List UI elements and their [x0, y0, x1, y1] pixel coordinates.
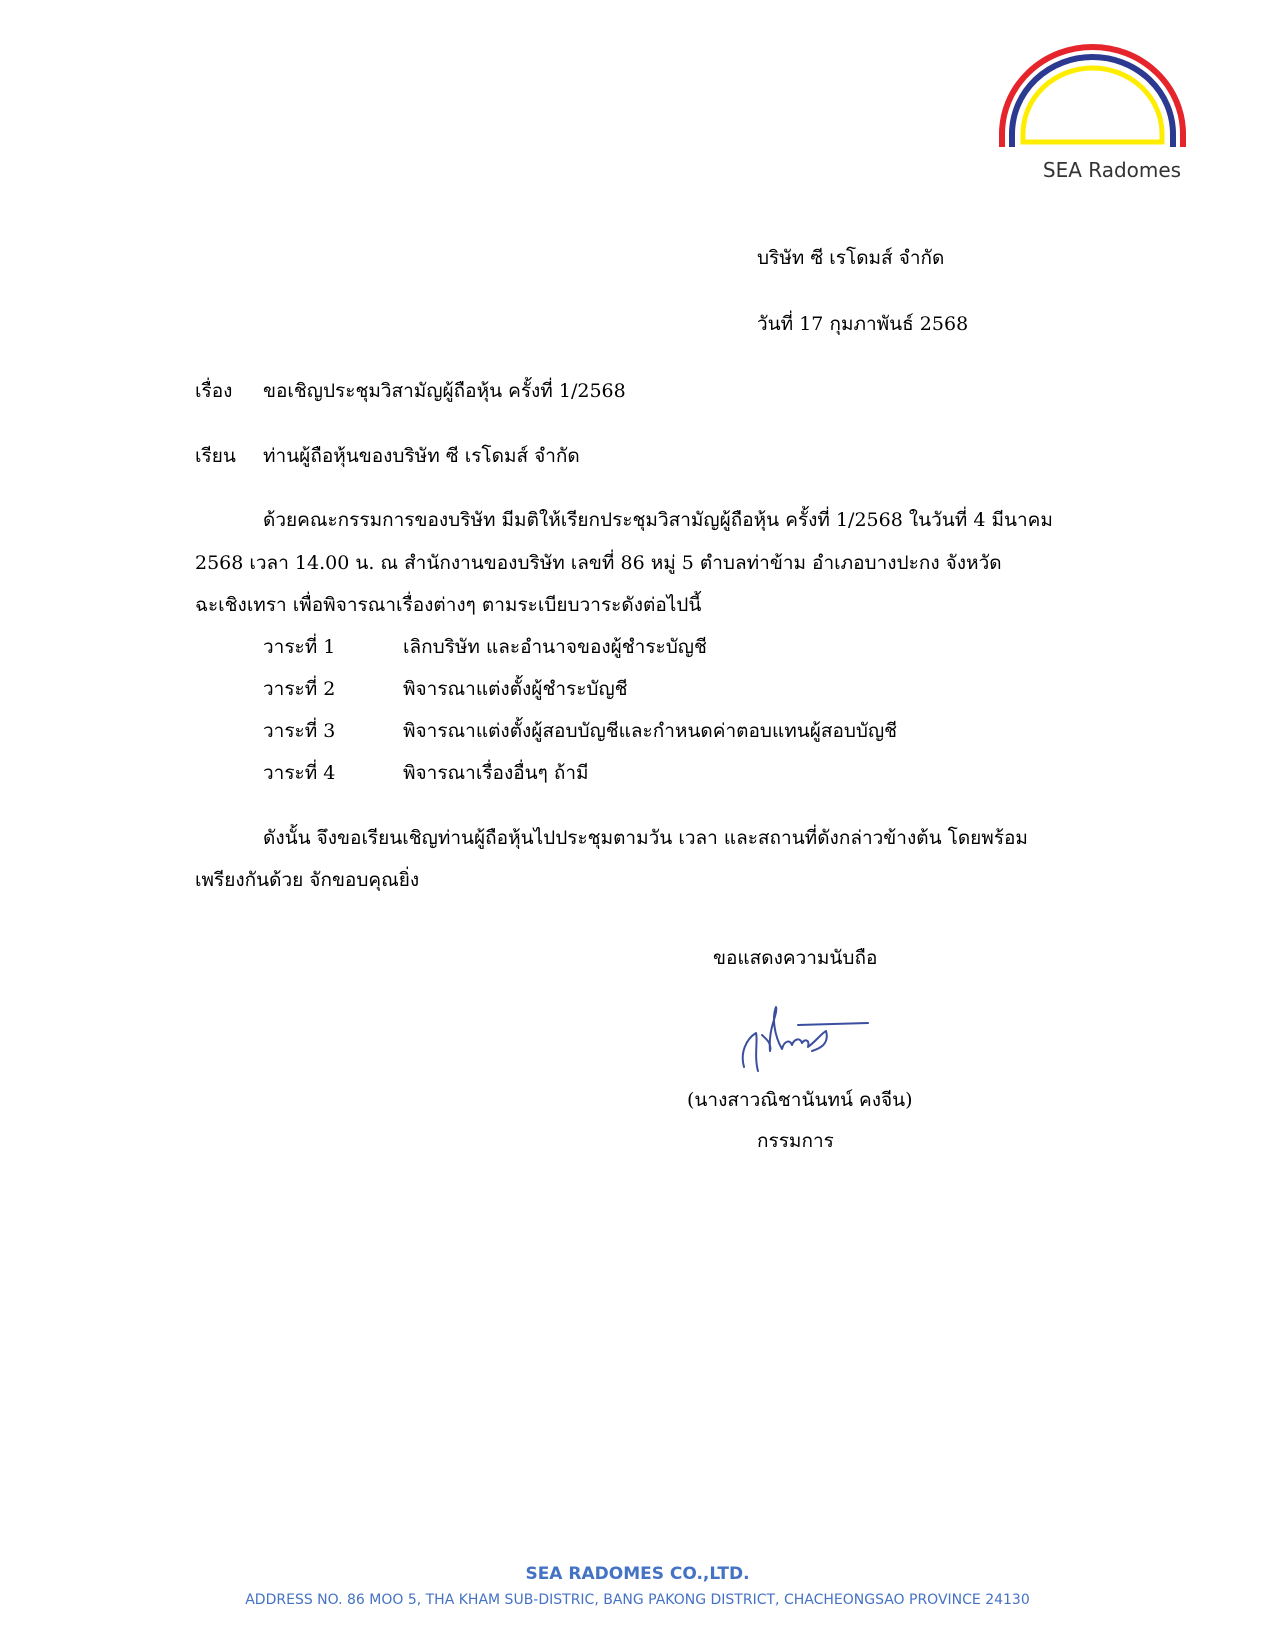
- signatory-name: (นางสาวณิชานันทน์ คงจีน): [687, 1089, 913, 1111]
- footer-address: ADDRESS NO. 86 MOO 5, THA KHAM SUB-DISTRIC, BANG PAKONG DISTRICT, CHACHEONGSAO PROVINCE 24130: [245, 1592, 1030, 1608]
- handwritten-signature: [732, 1005, 872, 1075]
- agenda-number: วาระที่ 4: [263, 762, 336, 784]
- paragraph1-line1: ด้วยคณะกรรมการของบริษัท มีมติให้เรียกประชุมวิสามัญผู้ถือหุ้น ครั้งที่ 1/2568 ในวันที่ 4 มีนาคม: [263, 509, 1053, 531]
- agenda-number: วาระที่ 3: [263, 720, 336, 742]
- subject-text: ขอเชิญประชุมวิสามัญผู้ถือหุ้น ครั้งที่ 1/2568: [263, 380, 626, 402]
- logo-brand-text: SEA Radomes: [1042, 158, 1182, 182]
- recipient-text: ท่านผู้ถือหุ้นของบริษัท ซี เรโดมส์ จำกัด: [263, 445, 580, 467]
- agenda-text: เลิกบริษัท และอำนาจของผู้ชำระบัญชี: [403, 636, 707, 658]
- agenda-text: พิจารณาเรื่องอื่นๆ ถ้ามี: [403, 762, 589, 784]
- agenda-text: พิจารณาแต่งตั้งผู้สอบบัญชีและกำหนดค่าตอบแทนผู้สอบบัญชี: [403, 720, 898, 742]
- closing-salutation: ขอแสดงความนับถือ: [713, 947, 878, 969]
- signatory-title: กรรมการ: [757, 1130, 834, 1152]
- letter-date: วันที่ 17 กุมภาพันธ์ 2568: [757, 313, 969, 335]
- logo-inner-arc: [1023, 68, 1162, 142]
- recipient-label: เรียน: [195, 445, 236, 467]
- paragraph2-line2: เพรียงกันด้วย จักขอบคุณยิ่ง: [195, 869, 420, 891]
- company-name: บริษัท ซี เรโดมส์ จำกัด: [757, 247, 945, 269]
- agenda-number: วาระที่ 2: [263, 678, 336, 700]
- logo-outer-arc: [1002, 47, 1183, 147]
- agenda-number: วาระที่ 1: [263, 636, 336, 658]
- paragraph2-line1: ดังนั้น จึงขอเรียนเชิญท่านผู้ถือหุ้นไปประชุมตามวัน เวลา และสถานที่ดังกล่าวข้างต้น โดยพร้อม: [263, 827, 1028, 849]
- paragraph1-line3: ฉะเชิงเทรา เพื่อพิจารณาเรื่องต่างๆ ตามระเบียบวาระดังต่อไปนี้: [195, 594, 702, 616]
- subject-label: เรื่อง: [195, 380, 233, 402]
- footer-company-name: SEA RADOMES CO.,LTD.: [525, 1564, 750, 1584]
- agenda-text: พิจารณาแต่งตั้งผู้ชำระบัญชี: [403, 678, 628, 700]
- paragraph1-line2: 2568 เวลา 14.00 น. ณ สำนักงานของบริษัท เลขที่ 86 หมู่ 5 ตำบลท่าข้าม อำเภอบางปะกง จังหวัด: [195, 552, 1002, 574]
